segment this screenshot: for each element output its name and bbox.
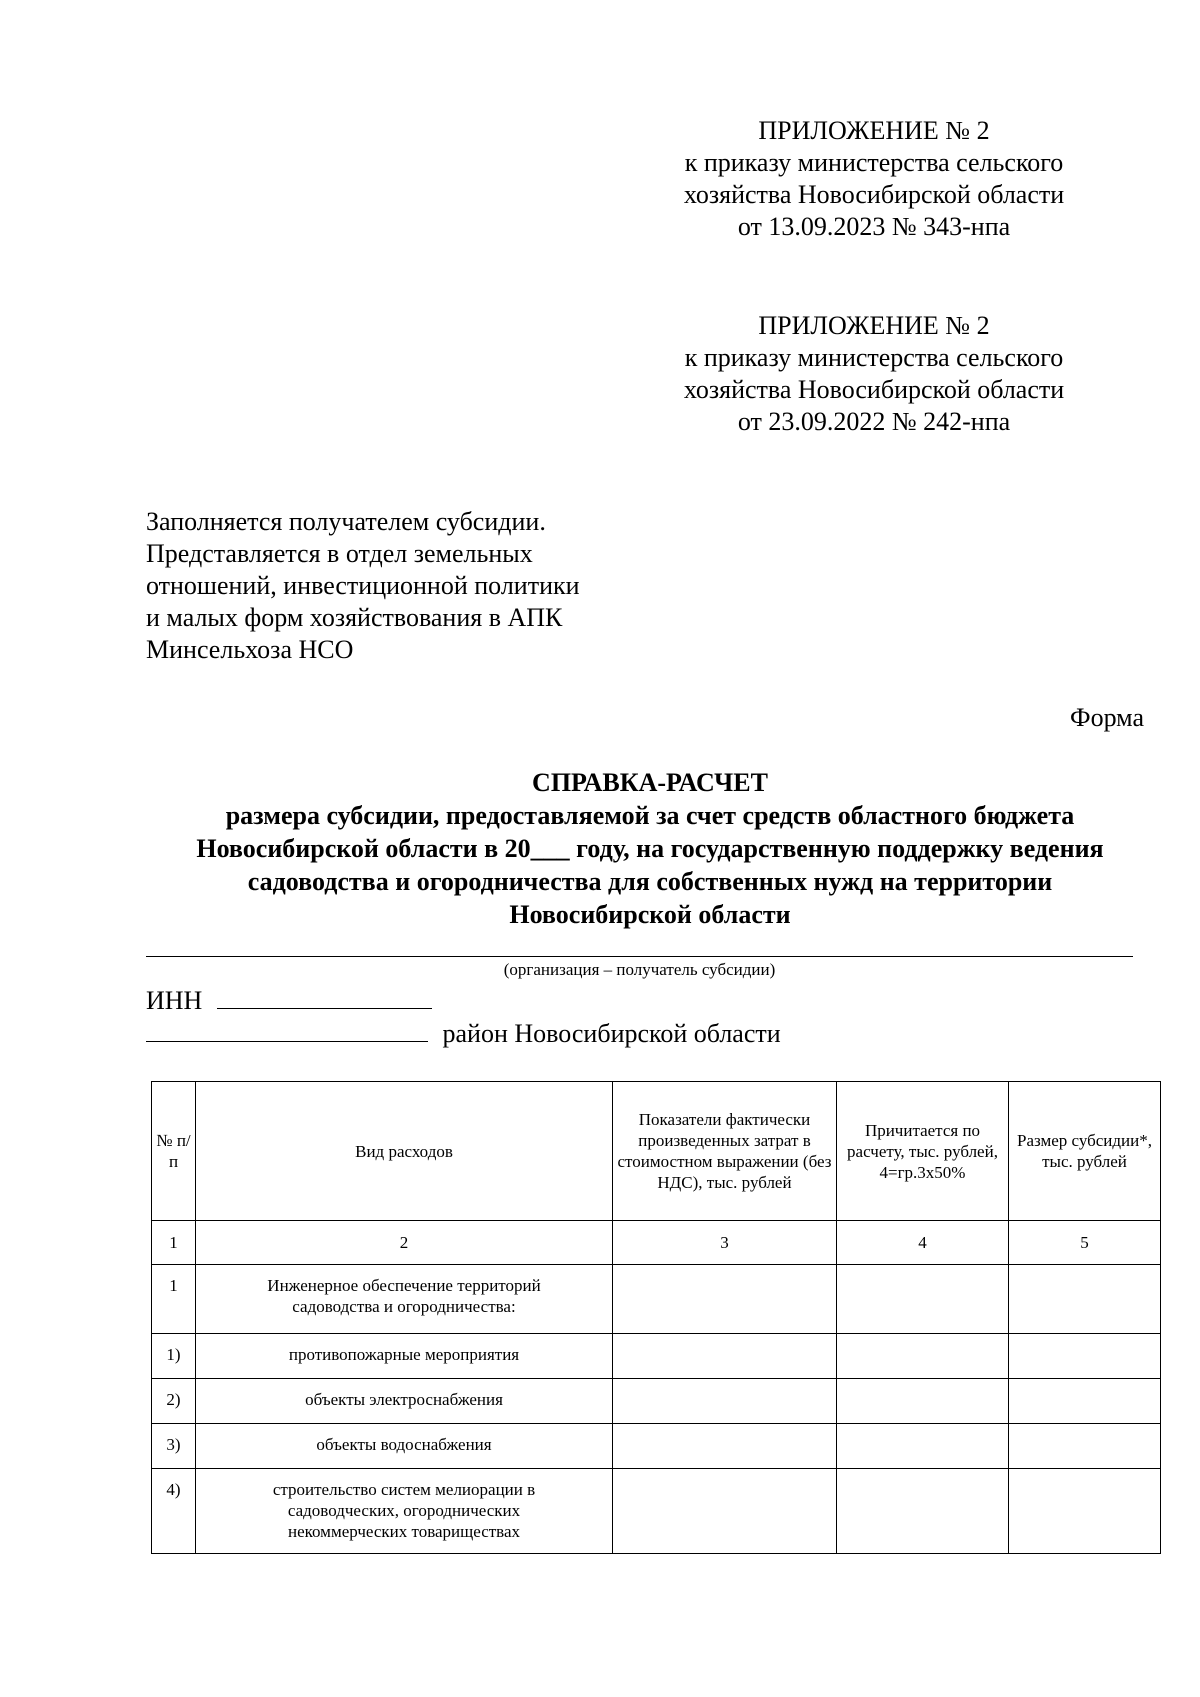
column-number-row <box>152 1221 1161 1265</box>
district-label: район Новосибирской области <box>442 1019 781 1048</box>
header-cell-actual-costs <box>613 1082 837 1221</box>
appendix-block-1 <box>640 115 1108 243</box>
due-by-calculation-input-cell[interactable] <box>837 1424 1009 1469</box>
calculation-table <box>151 1081 1161 1554</box>
appendix-line: хозяйства Новосибирской области <box>683 375 1065 404</box>
instruction-line: Представляется в отдел земельных <box>146 539 533 568</box>
title-line: Новосибирской области в 20___ году, на государственную поддержку ведения <box>196 834 1104 863</box>
table-row <box>152 1379 1161 1424</box>
appendix-line: к приказу министерства сельского <box>684 148 1064 177</box>
expense-type-cell <box>196 1265 613 1334</box>
due-by-calculation-input-cell[interactable] <box>837 1379 1009 1424</box>
instruction-line: отношений, инвестиционной политики <box>146 571 580 600</box>
title-line: Новосибирской области <box>509 900 791 929</box>
appendix-title: ПРИЛОЖЕНИЕ № 2 <box>758 311 990 340</box>
actual-costs-input-cell[interactable] <box>613 1379 837 1424</box>
expense-type-label: противопожарные мероприятия <box>288 1345 520 1364</box>
subsidy-amount-input-cell[interactable] <box>1009 1379 1161 1424</box>
expense-type-label: Инженерное обеспечение территорий садоводства и огородничества: <box>267 1276 541 1316</box>
table-row <box>152 1334 1161 1379</box>
appendix-order-date: от 23.09.2022 № 242-нпа <box>737 407 1011 436</box>
row-number-cell: 2) <box>152 1379 196 1424</box>
column-number-cell: 1 <box>152 1221 196 1265</box>
row-number-cell: 1 <box>152 1265 196 1334</box>
expense-type-label: объекты водоснабжения <box>316 1435 492 1454</box>
table-header-row <box>152 1082 1161 1221</box>
column-number-cell: 3 <box>613 1221 837 1265</box>
subsidy-amount-input-cell[interactable] <box>1009 1265 1161 1334</box>
header-cell-due-by-calculation <box>837 1082 1009 1221</box>
subsidy-amount-input-cell[interactable] <box>1009 1424 1161 1469</box>
table-row <box>152 1265 1161 1334</box>
actual-costs-input-cell[interactable] <box>613 1424 837 1469</box>
inn-row <box>146 984 432 1017</box>
actual-costs-input-cell[interactable] <box>613 1334 837 1379</box>
district-row <box>146 1017 781 1050</box>
organization-blank-line[interactable] <box>146 956 1133 957</box>
instruction-line: Заполняется получателем субсидии. <box>146 507 546 536</box>
header-text: Вид расходов <box>355 1141 453 1161</box>
actual-costs-input-cell[interactable] <box>613 1469 837 1554</box>
title-line: садоводства и огородничества для собственных нужд на территории <box>247 867 1053 896</box>
table-row <box>152 1469 1161 1554</box>
submission-instructions <box>146 506 580 666</box>
subsidy-amount-input-cell[interactable] <box>1009 1334 1161 1379</box>
row-number-cell: 1) <box>152 1334 196 1379</box>
expense-type-cell <box>196 1469 613 1554</box>
expense-type-cell <box>196 1424 613 1469</box>
appendix-line: хозяйства Новосибирской области <box>683 180 1065 209</box>
subsidy-amount-input-cell[interactable] <box>1009 1469 1161 1554</box>
column-number-cell: 2 <box>196 1221 613 1265</box>
column-number-cell: 4 <box>837 1221 1009 1265</box>
header-cell-subsidy-amount <box>1009 1082 1161 1221</box>
instruction-line: и малых форм хозяйствования в АПК <box>146 603 563 632</box>
header-text: № п/п <box>156 1131 191 1171</box>
header-cell-expense-type <box>196 1082 613 1221</box>
inn-label: ИНН <box>146 986 203 1015</box>
row-number-cell: 4) <box>152 1469 196 1554</box>
appendix-block-2 <box>640 310 1108 438</box>
expense-type-cell <box>196 1379 613 1424</box>
inn-blank-field[interactable] <box>217 984 432 1009</box>
due-by-calculation-input-cell[interactable] <box>837 1265 1009 1334</box>
table-row <box>152 1424 1161 1469</box>
appendix-line: к приказу министерства сельского <box>684 343 1064 372</box>
header-text: Показатели фактически произведенных затрат в стоимостном выражении (без НДС), тыс. рублей <box>617 1110 832 1192</box>
organization-caption: (организация – получатель субсидии) <box>503 960 776 979</box>
expense-type-label: объекты электроснабжения <box>305 1390 503 1409</box>
district-blank-field[interactable] <box>146 1017 428 1042</box>
appendix-order-date: от 13.09.2023 № 343-нпа <box>737 212 1011 241</box>
column-number-cell: 5 <box>1009 1221 1161 1265</box>
form-label: Форма <box>1070 703 1144 732</box>
header-cell-number <box>152 1082 196 1221</box>
header-text: Размер субсидии*, тыс. рублей <box>1016 1131 1152 1171</box>
actual-costs-input-cell[interactable] <box>613 1265 837 1334</box>
expense-type-cell <box>196 1334 613 1379</box>
title-heading: СПРАВКА-РАСЧЕТ <box>532 768 768 797</box>
instruction-line: Минсельхоза НСО <box>146 635 354 664</box>
due-by-calculation-input-cell[interactable] <box>837 1469 1009 1554</box>
expense-type-label: строительство систем мелиорации в садоводческих, огороднических некоммерческих товариществах <box>272 1480 536 1541</box>
title-line: размера субсидии, предоставляемой за счет средств областного бюджета <box>225 801 1075 830</box>
appendix-title: ПРИЛОЖЕНИЕ № 2 <box>758 116 990 145</box>
row-number-cell: 3) <box>152 1424 196 1469</box>
header-text: Причитается по расчету, тыс. рублей, 4=гр.3х50% <box>847 1120 998 1182</box>
document-title <box>100 766 1200 931</box>
due-by-calculation-input-cell[interactable] <box>837 1334 1009 1379</box>
